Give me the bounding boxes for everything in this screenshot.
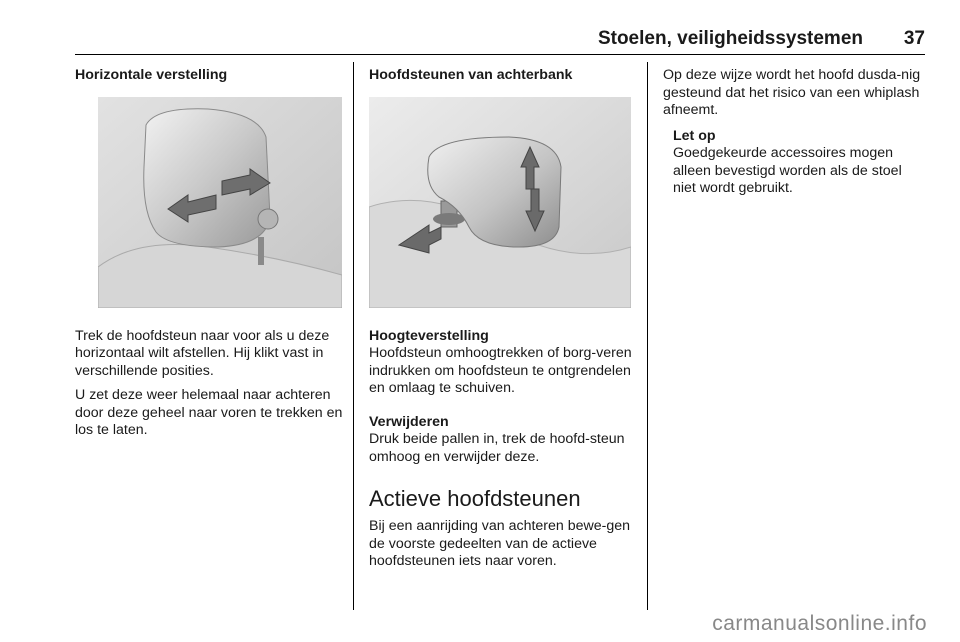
section-title-active-headrests: Actieve hoofdsteunen — [369, 486, 581, 511]
page-header — [75, 28, 925, 52]
note-box — [673, 128, 928, 198]
column-3 — [663, 67, 928, 198]
rear-headrest-adjust-illustration — [369, 97, 631, 308]
page-number: 37 — [903, 28, 925, 49]
paragraph-height-adjust: Hoofdsteun omhoogtrekken of borg-veren indrukken om hoofdsteun te ontgrendelen en omlaag te schuiven. — [369, 345, 632, 396]
column-1 — [75, 67, 345, 440]
heading-rear-headrests: Hoofdsteunen van achterbank — [369, 67, 573, 83]
header-title: Stoelen, veiligheidssystemen — [597, 28, 863, 49]
paragraph-remove: Druk beide pallen in, trek de hoofd-steun omhoog en verwijder deze. — [369, 431, 625, 465]
header-rule — [75, 54, 925, 55]
column-divider-2 — [647, 62, 648, 610]
headrest-horizontal-adjust-illustration — [98, 97, 342, 308]
paragraph-active-headrests: Bij een aanrijding van achteren bewe-gen de voorste gedeelten van de actieve hoofdsteunen iets naar voren. — [369, 518, 631, 569]
paragraph-whiplash: Op deze wijze wordt het hoofd dusda-nig gesteund dat het risico van een whiplash afneemt. — [663, 67, 921, 118]
watermark: carmanualsonline.info — [712, 612, 927, 635]
paragraph-1: Trek de hoofdsteun naar voor als u deze horizontaal wilt afstellen. Hij klikt vast in verschillende posities. — [75, 327, 330, 379]
note-label: Let op — [673, 127, 716, 144]
column-2 — [369, 67, 637, 571]
heading-horizontal-adjust: Horizontale verstelling — [75, 67, 228, 83]
paragraph-2: U zet deze weer helemaal naar achteren door deze geheel naar voren te trekken en los te laten. — [75, 387, 343, 438]
column-divider-1 — [353, 62, 354, 610]
subheading-height-adjust: Hoogteverstelling — [369, 327, 489, 344]
note-text: Goedgekeurde accessoires mogen alleen bevestigd worden als de stoel niet wordt gebruikt. — [673, 145, 902, 196]
subheading-remove: Verwijderen — [369, 413, 449, 430]
